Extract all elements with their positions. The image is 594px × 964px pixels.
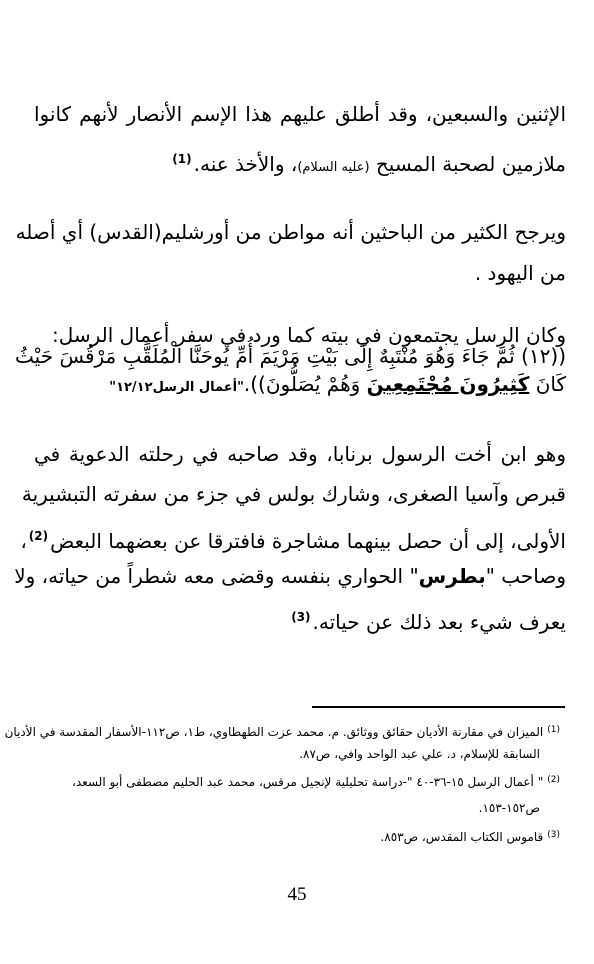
paragraph-1-line-2-tail: ، والأخذ عنه. [193,152,298,176]
page-number: 45 [287,884,307,905]
paragraph-3-verse-line-1: ((١٢) ثُمَّ جَاءَ وَهُوَ مُنْتَبِهٌ إِلَى بَيْتِ مَرْيَمَ أُمِّ يُوحَنَّا الْمُلَقَّبِ مَرْقُسَ حَيْثُ [15,344,566,368]
paragraph-4-line-4-start: وصاحب " [485,564,566,588]
footnote-1-number: (1) [547,725,560,735]
footnote-2-line-2: ص١٥٢-١٥٣. [478,801,540,815]
paragraph-2-line-2: من اليهود . [474,261,566,285]
paragraph-4-line-3-tail: ، [20,529,27,553]
paragraph-4-line-5-text: يعرف شيء بعد ذلك عن حياته. [312,610,566,634]
paragraph-4-line-3 [20,522,566,555]
paragraph-1-line-1: الإثنين والسبعين، وقد أطلق عليهم هذا الإسم الأنصار لأنهم كانوا [34,102,566,126]
paragraph-1-line-2-main: ملازمين لصحبة المسيح [375,152,566,176]
paragraph-1-line-2-honorific: (عليه السلام) [297,160,370,175]
footnote-2-line-1 [72,772,560,790]
paragraph-4-line-1: وهو ابن أخت الرسول برنابا، وقد صاحبه في رحلته الدعوية في [34,442,566,466]
footnote-1-text: الميزان في مقارنة الأديان حقائق ووثائق. م. محمد عزت الطهطاوي، ط١، ص١١٢-الأسفار المقدسة في الأديان [4,725,544,739]
paragraph-4-line-5 [289,603,566,636]
footnote-3-line-1 [380,827,560,845]
verse-underlined-phrase: كَثِيرُونَ مُجْتَمِعِينَ [366,372,530,396]
footnote-3-number: (3) [547,830,560,840]
paragraph-3-line-1: وكان الرسل يجتمعون في بيته كما ورد في سفر أعمال الرسل: [51,323,566,347]
paragraph-4-line-4-rest: " الحواري بنفسه وقضى معه شطراً من حياته، ولا [14,564,419,588]
footnote-ref-1[interactable]: (1) [172,152,192,166]
paragraph-1-line-2 [170,145,566,182]
paragraph-4-line-3-text: الأولى، إلى أن حصل بينهما مشاجرة فافترقا عن بعضهما البعض [50,529,566,553]
paragraph-4-line-4 [14,562,566,590]
paragraph-2-line-1: ويرجح الكثير من الباحثين أنه مواطن من أورشليم(القدس) أي أصله [15,220,566,244]
verse-end: وَهُمْ يُصَلُّونَ)). [243,372,361,396]
footnote-2-text: " أعمال الرسل ١٥-٣٦-٤٠ "-دراسة تحليلية لإنجيل مرقس، محمد عبد الحليم مصطفى أبو السعد، [72,775,544,789]
footnote-separator [312,706,565,708]
verse-start: كَانَ [535,372,566,396]
footnote-2-number: (2) [547,775,560,785]
footnote-ref-3[interactable]: (3) [291,610,311,624]
verse-citation: "أعمال الرسل١٢/١٢" [109,380,244,395]
footnote-3-text: قاموس الكتاب المقدس، ص٨٥٣. [380,830,544,844]
paragraph-3-verse-line-2 [109,370,566,402]
footnote-ref-2[interactable]: (2) [28,529,49,543]
paragraph-4-line-2: قبرص وآسيا الصغرى، وشارك بولس في جزء من سفرته التبشيرية [21,482,566,506]
name-boutros: بطرس [418,564,486,588]
footnote-1-line-2: السابقة للإسلام، د. علي عبد الواحد وافي، ص٨٧. [299,747,540,761]
footnote-1-line-1 [5,722,560,740]
